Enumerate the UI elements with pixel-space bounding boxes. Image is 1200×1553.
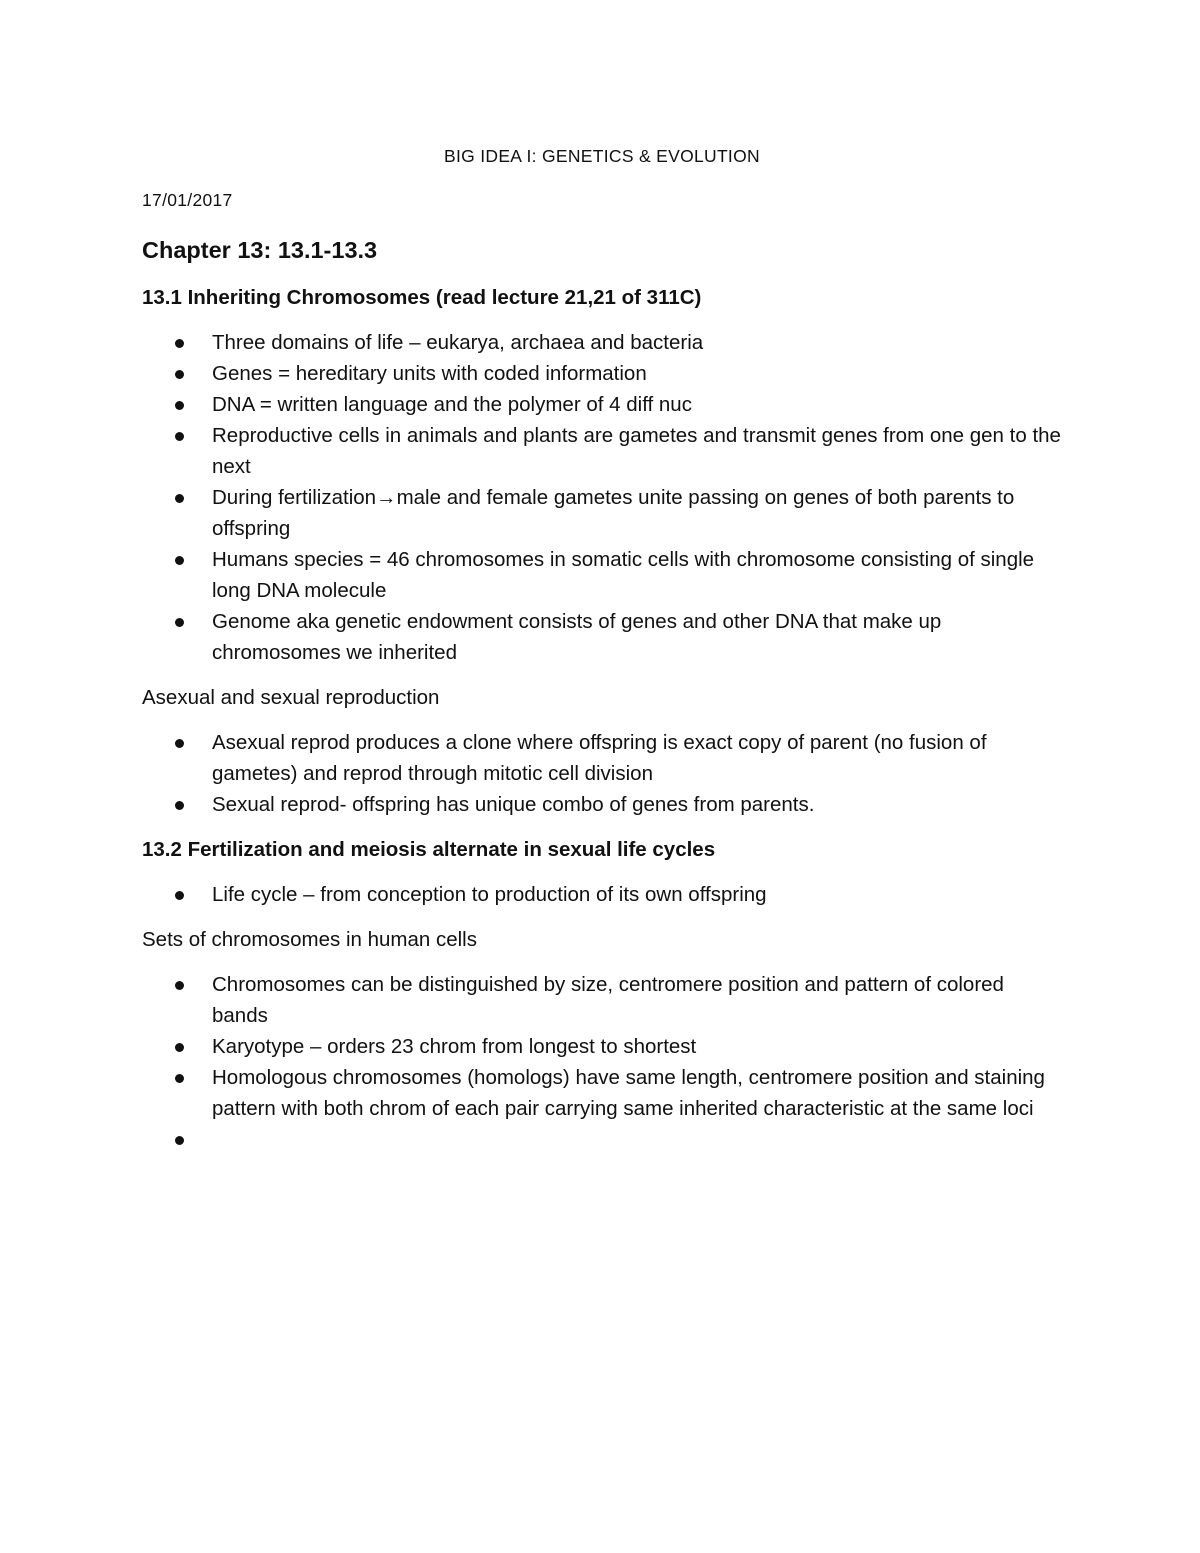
section-heading-13-2: 13.2 Fertilization and meiosis alternate in sexual life cycles [142,838,716,861]
list-item-text: During fertilization→male and female gametes unite passing on genes of both parents to offspring [212,486,1015,540]
list-item [142,420,1062,482]
list-item [142,1062,1062,1124]
list-item-text: Homologous chromosomes (homologs) have same length, centromere position and staining pattern with both chrom of each pair carrying same inherited characteristic at the same loci [212,1066,1045,1120]
list-item-text: Chromosomes can be distinguished by size, centromere position and pattern of colored bands [212,973,1004,1027]
list-item-text: Karyotype – orders 23 chrom from longest to shortest [212,1035,697,1058]
bullet-icon [175,1043,184,1052]
list-item-text: Genes = hereditary units with coded information [212,362,647,385]
bullet-icon [175,1136,184,1145]
list-item [142,327,1062,358]
list-item [142,358,1062,389]
document-date: 17/01/2017 [142,190,233,210]
list-item [142,544,1062,606]
section-heading-13-1: 13.1 Inheriting Chromosomes (read lecture 21,21 of 311C) [142,286,702,309]
bullet-icon [175,1074,184,1083]
bullet-list [142,327,1062,668]
list-item [142,482,1062,544]
chapter-heading: Chapter 13: 13.1-13.3 [142,237,378,263]
list-item [142,879,1062,910]
bullet-icon [175,739,184,748]
bullet-list [142,969,1062,1155]
bullet-icon [175,556,184,565]
list-item [142,1031,1062,1062]
bullet-icon [175,891,184,900]
bullet-icon [175,618,184,627]
bullet-list [142,727,1062,820]
bullet-icon [175,494,184,503]
list-item-text: DNA = written language and the polymer of 4 diff nuc [212,393,692,416]
bullet-icon [175,370,184,379]
list-item [142,606,1062,668]
bullet-list [142,879,1062,910]
subheading-asexual-sexual: Asexual and sexual reproduction [142,686,440,709]
document-body [142,144,1062,1169]
subheading-sets-of-chromosomes: Sets of chromosomes in human cells [142,928,477,951]
bullet-icon [175,432,184,441]
list-item [142,969,1062,1031]
list-item-text: Genome aka genetic endowment consists of genes and other DNA that make up chromosomes we inherited [212,610,942,664]
list-item-text: Asexual reprod produces a clone where offspring is exact copy of parent (no fusion of gametes) and reprod through mitotic cell division [212,731,987,785]
list-item-text: Three domains of life – eukarya, archaea and bacteria [212,331,704,354]
list-item [142,727,1062,789]
list-item [142,789,1062,820]
bullet-icon [175,401,184,410]
list-item-text: Reproductive cells in animals and plants are gametes and transmit genes from one gen to the next [212,424,1061,478]
list-item-text: Sexual reprod- offspring has unique combo of genes from parents. [212,793,815,816]
list-item-text: Life cycle – from conception to production of its own offspring [212,883,767,906]
list-item [142,389,1062,420]
list-item-text: Humans species = 46 chromosomes in somatic cells with chromosome consisting of single long DNA molecule [212,548,1035,602]
bullet-icon [175,801,184,810]
bullet-icon [175,339,184,348]
document-title: BIG IDEA I: GENETICS & EVOLUTION [444,146,760,166]
list-item-empty [142,1124,1062,1155]
bullet-icon [175,981,184,990]
